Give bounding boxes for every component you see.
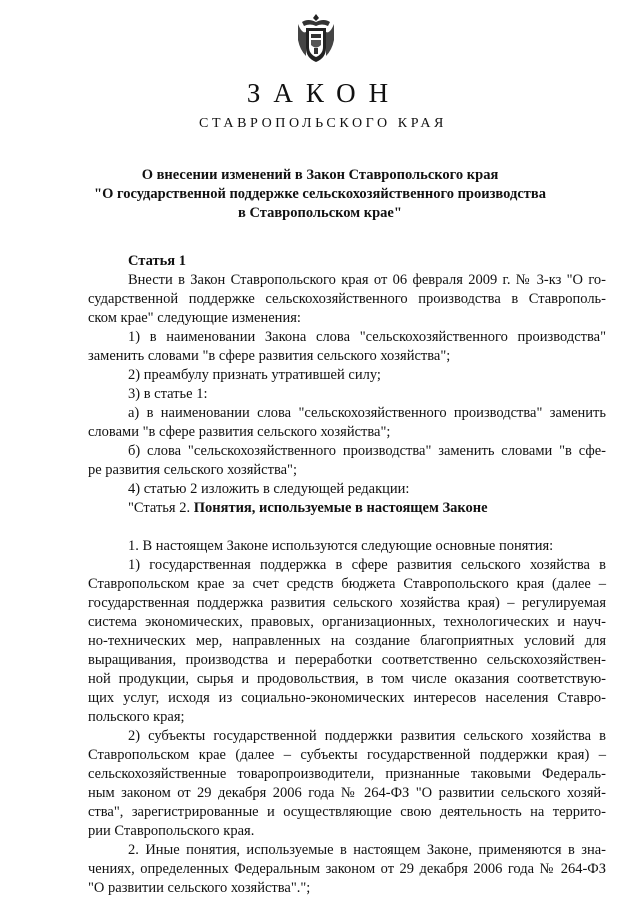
spacer	[88, 518, 606, 537]
text-line: а) в наименовании слова "сельскохозяйственного производства" заменить	[128, 405, 606, 421]
document-heading	[60, 166, 580, 223]
heading-line: О внесении изменений в Закон Ставропольского края	[141, 167, 499, 183]
text-line: 4) статью 2 изложить в следующей редакции:	[128, 481, 410, 497]
article-2-text	[88, 537, 606, 898]
article-2-heading-line	[88, 499, 606, 518]
text-line: заменить словами "в сфере развития сельского хозяйства";	[88, 348, 451, 364]
text-line: 2) преамбулу признать утратившей силу;	[128, 367, 381, 383]
text-line: рии Ставропольского края.	[88, 823, 255, 839]
text-line: "О развитии сельского хозяйства".";	[88, 880, 311, 896]
text-line: выращивания, производства и переработки соответственно сельскохозяйствен-	[88, 652, 606, 668]
document-body	[88, 252, 606, 898]
text-line: ском крае" следующие изменения:	[88, 310, 301, 326]
law-title: ЗАКОН	[246, 78, 402, 108]
article-1-label: Статья 1	[128, 253, 186, 269]
text-line: 3) в статье 1:	[128, 386, 208, 402]
article-2-title: Понятия, используемые в настоящем Законе	[193, 500, 488, 516]
text-line: 2. Иные понятия, используемые в настоящем Законе, применяются в зна-	[128, 842, 606, 858]
text-line: ной продукции, сырья и продовольствия, в том числе оказания соответствую-	[88, 671, 606, 687]
heading-line: в Ставропольском крае"	[238, 205, 402, 221]
text-line: 1) государственная поддержка в сфере развития сельского хозяйства в	[128, 557, 606, 573]
text-line: ства", зарегистрированные и осуществляющие свою деятельность на террито-	[88, 804, 606, 820]
text-line: сельскохозяйственные товаропроизводители, признанные таковыми Федераль-	[88, 766, 606, 782]
text-line: ным законом от 29 декабря 2006 года № 264-ФЗ "О развитии сельского хозяй-	[88, 785, 606, 801]
text-line: щих услуг, исходя из социально-экономических интересов населения Ставро-	[88, 690, 606, 706]
law-subtitle: СТАВРОПОЛЬСКОГО КРАЯ	[199, 116, 447, 131]
heading-line: "О государственной поддержке сельскохозяйственного производства	[94, 186, 546, 202]
text-line: 1. В настоящем Законе используются следующие основные понятия:	[128, 538, 554, 554]
coat-of-arms-icon	[296, 12, 336, 64]
text-line: чениях, определенных Федеральным законом от 29 декабря 2006 года № 264-ФЗ	[88, 861, 606, 877]
text-line: 2) субъекты государственной поддержки развития сельского хозяйства в	[128, 728, 606, 744]
text-line: польского края;	[88, 709, 185, 725]
text-line: ре развития сельского хозяйства";	[88, 462, 297, 478]
text-line: словами "в сфере развития сельского хозяйства";	[88, 424, 391, 440]
article-2-prefix: "Статья 2.	[128, 500, 194, 516]
text-line: государственная поддержка развития сельского хозяйства края) – регулируемая	[88, 595, 606, 611]
text-line: Внести в Закон Ставропольского края от 06 февраля 2009 г. № 3-кз "О го-	[128, 272, 606, 288]
article-1-text	[88, 271, 606, 499]
text-line: Ставропольском крае (далее – субъекты государственной поддержки края) –	[88, 747, 606, 763]
text-line: система экономических, правовых, организационных, технологических и науч-	[88, 614, 606, 630]
text-line: Ставропольском крае за счет средств бюджета Ставропольского края (далее –	[88, 576, 606, 592]
text-line: но-технических мер, направленных на создание благоприятных условий для	[88, 633, 606, 649]
text-line: б) слова "сельскохозяйственного производства" заменить словами "в сфе-	[128, 443, 606, 459]
text-line: 1) в наименовании Закона слова "сельскохозяйственного производства"	[128, 329, 606, 345]
text-line: сударственной поддержке сельскохозяйственного производства в Ставрополь-	[88, 291, 606, 307]
